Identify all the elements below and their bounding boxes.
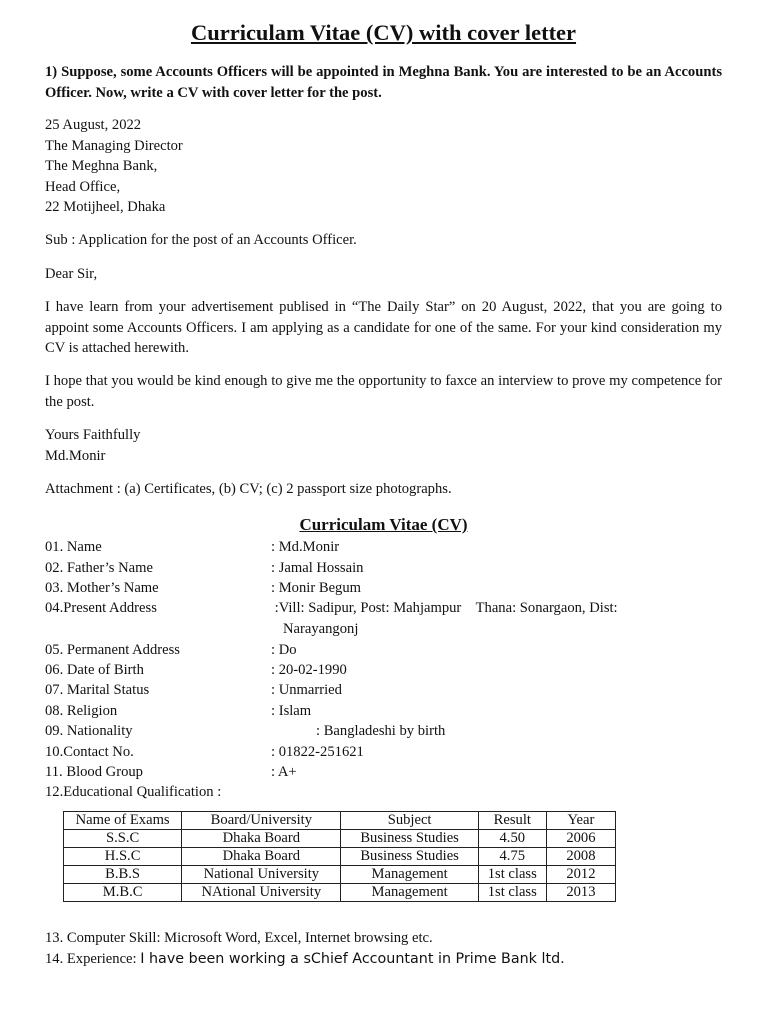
recipient-line-1: The Managing Director xyxy=(45,137,183,154)
letter-body-paragraph-1: I have learn from your advertisement publised in “The Daily Star” on 20 August, 2022, that you are going to appoint some Accounts Officers. I am applying as a candidate for one of the same. For your kind consideration my CV is attached herewith. xyxy=(45,299,722,356)
field-label: 06. Date of Birth xyxy=(45,662,144,678)
table-cell: B.B.S xyxy=(64,866,182,884)
field-label: 12.Educational Qualification : xyxy=(45,784,222,800)
field-label: 14. Experience: xyxy=(45,950,141,967)
table-cell: 2008 xyxy=(546,848,615,866)
field-value: :Vill: Sadipur, Post: Mahjampur Thana: Sonargaon, Dist: xyxy=(271,600,618,616)
field-value: : Unmarried xyxy=(271,682,342,698)
table-cell: M.B.C xyxy=(64,884,182,902)
table-cell: NAtional University xyxy=(182,884,341,902)
field-value: : Md.Monir xyxy=(271,539,340,555)
field-label: 10.Contact No. xyxy=(45,743,134,760)
field-value-continued: Narayangonj xyxy=(283,621,359,637)
field-label: 08. Religion xyxy=(45,702,118,719)
field-value: : Do xyxy=(271,641,297,658)
document-title: Curriculam Vitae (CV) with cover letter xyxy=(190,20,577,45)
field-value: : 01822-251621 xyxy=(271,743,364,760)
table-cell: 4.50 xyxy=(478,830,546,848)
letter-body-paragraph-2: I hope that you would be kind enough to give me the opportunity to faxce an interview to prove my competence for the post. xyxy=(45,373,722,410)
field-value: I have been working a sChief Accountant in Prime Bank ltd. xyxy=(140,950,565,967)
table-row xyxy=(64,866,616,884)
field-label: 05. Permanent Address xyxy=(45,641,180,658)
cv-field-experience xyxy=(45,949,565,970)
cv-title: Curriculam Vitae (CV) xyxy=(299,515,468,534)
table-cell: 2013 xyxy=(546,884,615,902)
table-cell: 1st class xyxy=(478,884,546,902)
table-cell: 1st class xyxy=(478,866,546,884)
letter-closing xyxy=(45,425,722,466)
table-row xyxy=(64,830,616,848)
table-cell: Dhaka Board xyxy=(182,848,341,866)
signature-name: Md.Monir xyxy=(45,447,106,464)
column-header: Result xyxy=(478,812,546,830)
table-cell: National University xyxy=(182,866,341,884)
table-cell: S.S.C xyxy=(64,830,182,848)
column-header: Subject xyxy=(341,812,478,830)
letter-date: 25 August, 2022 xyxy=(45,117,142,133)
field-label: 02. Father’s Name xyxy=(45,559,153,576)
field-label: 07. Marital Status xyxy=(45,682,150,698)
field-value: : Monir Begum xyxy=(271,580,361,596)
table-cell: Management xyxy=(341,866,478,884)
recipient-line-4: 22 Motijheel, Dhaka xyxy=(45,199,166,215)
field-value: : 20-02-1990 xyxy=(271,662,347,678)
table-cell: 4.75 xyxy=(478,848,546,866)
field-value: : A+ xyxy=(271,764,297,780)
column-header: Name of Exams xyxy=(64,812,182,830)
education-table-header-row xyxy=(64,812,616,830)
field-label: 09. Nationality xyxy=(45,723,133,739)
letter-salutation: Dear Sir, xyxy=(45,266,98,282)
field-value: : Islam xyxy=(271,702,312,719)
recipient-line-3: Head Office, xyxy=(45,178,121,195)
letter-subject: Sub : Application for the post of an Accounts Officer. xyxy=(45,232,357,248)
field-label: 04.Present Address xyxy=(45,600,157,616)
table-cell: Dhaka Board xyxy=(182,830,341,848)
table-row xyxy=(64,848,616,866)
field-label: 11. Blood Group xyxy=(45,764,143,780)
table-row xyxy=(64,884,616,902)
table-cell: 2012 xyxy=(546,866,615,884)
table-cell: H.S.C xyxy=(64,848,182,866)
recipient-line-2: The Meghna Bank, xyxy=(45,158,158,174)
column-header: Year xyxy=(546,812,615,830)
field-value: : Jamal Hossain xyxy=(271,559,364,576)
field-label: 03. Mother’s Name xyxy=(45,580,159,596)
question-text: 1) Suppose, some Accounts Officers will be appointed in Meghna Bank. You are interested to be an Accounts Officer. Now, write a CV with cover letter for the post. xyxy=(45,64,722,101)
table-cell: 2006 xyxy=(546,830,615,848)
table-cell: Management xyxy=(341,884,478,902)
education-table xyxy=(63,811,616,902)
field-label: 01. Name xyxy=(45,539,102,555)
field-value: : Bangladeshi by birth xyxy=(316,723,446,739)
column-header: Board/University xyxy=(182,812,341,830)
table-cell: Business Studies xyxy=(341,830,478,848)
table-cell: Business Studies xyxy=(341,848,478,866)
letter-header xyxy=(45,115,722,218)
closing-text: Yours Faithfully xyxy=(45,427,141,443)
letter-attachment: Attachment : (a) Certificates, (b) CV; (c) 2 passport size photographs. xyxy=(45,481,452,497)
field-text: 13. Computer Skill: Microsoft Word, Excel, Internet browsing etc. xyxy=(45,930,433,946)
